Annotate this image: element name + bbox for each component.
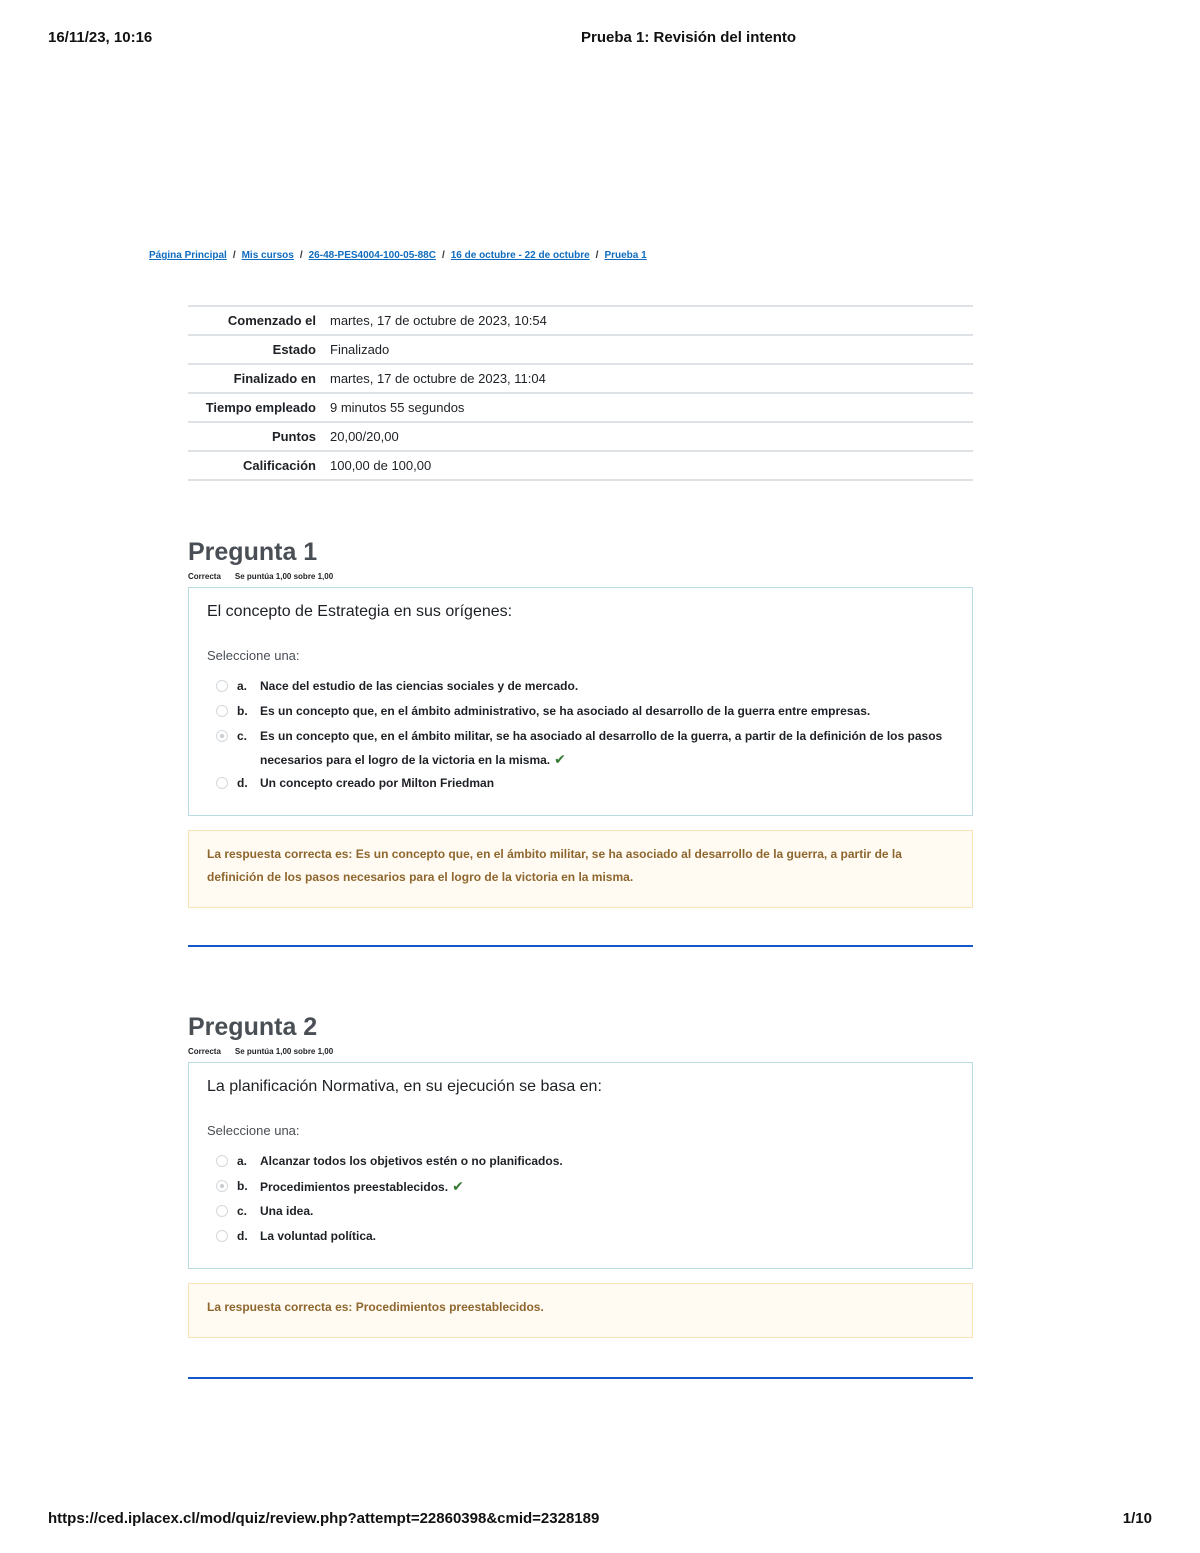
summary-row	[188, 364, 973, 393]
radio-button[interactable]	[216, 680, 228, 692]
print-url: https://ced.iplacex.cl/mod/quiz/review.php?attempt=22860398&cmid=2328189	[48, 1510, 600, 1527]
breadcrumb	[149, 250, 647, 261]
correct-answer-feedback: La respuesta correcta es: Procedimientos preestablecidos.	[188, 1283, 973, 1338]
summary-value: martes, 17 de octubre de 2023, 11:04	[330, 371, 546, 386]
answer-option[interactable]	[207, 700, 954, 725]
question-state: Correcta	[188, 1047, 221, 1056]
option-letter: c.	[237, 1204, 248, 1218]
question-divider	[188, 1377, 973, 1379]
question-formulation	[188, 587, 973, 816]
answer-option[interactable]	[207, 1150, 954, 1175]
summary-row	[188, 306, 973, 335]
correct-answer-feedback: La respuesta correcta es: Es un concepto que, en el ámbito militar, se ha asociado al desarrollo de la guerra, a partir de la definición de los pasos necesarios para el logro de la victoria en la misma.	[188, 830, 973, 908]
summary-value: 9 minutos 55 segundos	[330, 400, 465, 415]
breadcrumb-separator: /	[595, 250, 599, 261]
question-info	[188, 572, 973, 582]
summary-label: Calificación	[243, 458, 316, 473]
summary-value: 100,00 de 100,00	[330, 458, 432, 473]
summary-row	[188, 393, 973, 422]
answer-options	[207, 675, 954, 797]
print-title: Prueba 1: Revisión del intento	[581, 29, 797, 46]
summary-row	[188, 335, 973, 364]
print-footer	[48, 1510, 1152, 1530]
breadcrumb-separator: /	[441, 250, 445, 261]
question-text: La planificación Normativa, en su ejecución se basa en:	[207, 1078, 602, 1095]
answer-option[interactable]	[207, 772, 954, 797]
question-title: Pregunta 2	[188, 1013, 318, 1041]
option-text: Es un concepto que, en el ámbito militar, se ha asociado al desarrollo de la guerra, a partir de la definición de los pasos necesarios para el logro de la victoria en la misma.	[260, 729, 943, 767]
check-icon: ✔	[554, 751, 566, 767]
option-text: Procedimientos preestablecidos.	[260, 1180, 449, 1194]
question-text: El concepto de Estrategia en sus orígenes:	[207, 603, 513, 620]
attempt-summary-table	[188, 305, 973, 481]
option-letter: d.	[237, 1229, 248, 1243]
question-2	[188, 1012, 973, 1338]
option-letter: b.	[237, 1179, 248, 1193]
breadcrumb-link-my-courses[interactable]: Mis cursos	[241, 250, 294, 261]
summary-value: martes, 17 de octubre de 2023, 10:54	[330, 313, 547, 328]
option-letter: a.	[237, 1154, 248, 1168]
question-grade: Se puntúa 1,00 sobre 1,00	[234, 1047, 334, 1056]
answer-prompt: Seleccione una:	[207, 648, 300, 663]
option-text: Un concepto creado por Milton Friedman	[260, 776, 495, 790]
summary-label: Tiempo empleado	[205, 400, 316, 415]
answer-option[interactable]	[207, 1200, 954, 1225]
answer-option[interactable]	[207, 1225, 954, 1250]
question-title: Pregunta 1	[188, 538, 318, 566]
answer-option[interactable]	[207, 675, 954, 700]
question-formulation	[188, 1062, 973, 1269]
option-text: Una idea.	[260, 1204, 314, 1218]
answer-option-selected[interactable]	[207, 725, 954, 772]
summary-label: Comenzado el	[227, 313, 316, 328]
option-text: Es un concepto que, en el ámbito administrativo, se ha asociado al desarrollo de la guerra entre empresas.	[260, 704, 871, 718]
print-date: 16/11/23, 10:16	[48, 29, 153, 46]
question-info	[188, 1047, 973, 1057]
summary-label: Finalizado en	[233, 371, 316, 386]
radio-button[interactable]	[216, 777, 228, 789]
radio-button[interactable]	[216, 1155, 228, 1167]
summary-label: Puntos	[271, 429, 316, 444]
radio-button[interactable]	[216, 1230, 228, 1242]
question-state: Correcta	[188, 572, 221, 581]
radio-button[interactable]	[216, 1205, 228, 1217]
option-text: Alcanzar todos los objetivos estén o no planificados.	[260, 1154, 563, 1168]
radio-button-checked[interactable]	[216, 1180, 228, 1192]
print-header	[48, 29, 1152, 49]
page-number: 1/10	[1122, 1510, 1152, 1527]
summary-row	[188, 451, 973, 480]
breadcrumb-separator: /	[232, 250, 236, 261]
question-1	[188, 537, 973, 908]
question-divider	[188, 945, 973, 947]
option-text: La voluntad política.	[260, 1229, 377, 1243]
check-icon: ✔	[452, 1178, 464, 1194]
breadcrumb-link-quiz[interactable]: Prueba 1	[604, 250, 647, 261]
summary-value: Finalizado	[330, 342, 390, 357]
option-text: Nace del estudio de las ciencias sociales y de mercado.	[260, 679, 579, 693]
option-letter: a.	[237, 679, 248, 693]
option-letter: c.	[237, 729, 248, 743]
breadcrumb-separator: /	[299, 250, 303, 261]
answer-option-selected[interactable]	[207, 1175, 954, 1200]
breadcrumb-link-course[interactable]: 26-48-PES4004-100-05-88C	[308, 250, 436, 261]
option-letter: b.	[237, 704, 248, 718]
summary-label: Estado	[272, 342, 316, 357]
breadcrumb-link-home[interactable]: Página Principal	[149, 250, 227, 261]
question-grade: Se puntúa 1,00 sobre 1,00	[234, 572, 334, 581]
answer-prompt: Seleccione una:	[207, 1123, 300, 1138]
breadcrumb-link-week[interactable]: 16 de octubre - 22 de octubre	[450, 250, 590, 261]
answer-options	[207, 1150, 954, 1250]
radio-button[interactable]	[216, 705, 228, 717]
summary-row	[188, 422, 973, 451]
radio-button-checked[interactable]	[216, 730, 228, 742]
summary-value: 20,00/20,00	[330, 429, 399, 444]
option-letter: d.	[237, 776, 248, 790]
